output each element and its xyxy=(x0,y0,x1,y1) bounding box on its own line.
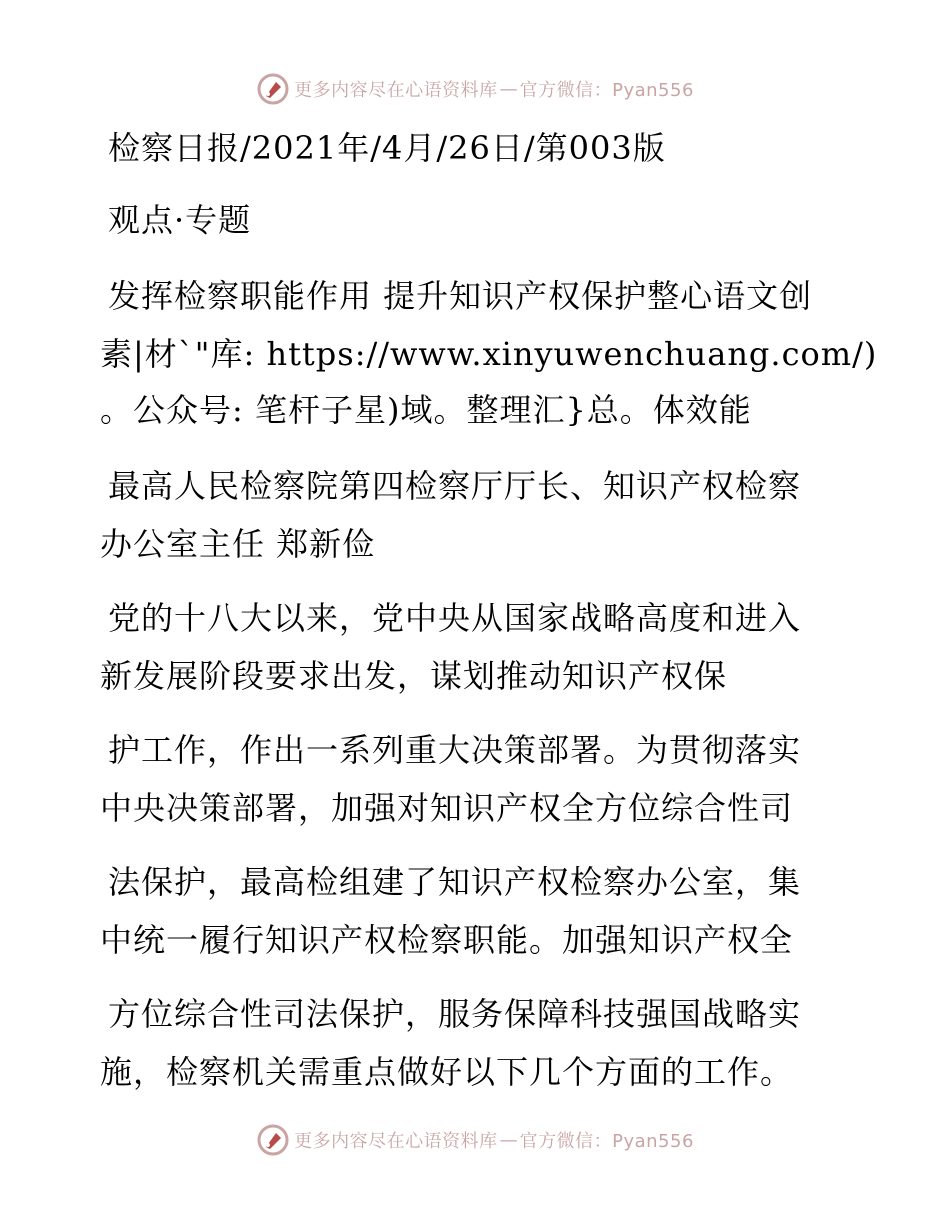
paragraph-line: 护工作，作出一系列重大决策部署。为贯彻落实 xyxy=(108,731,802,769)
watermark-dash: — xyxy=(499,1129,518,1151)
source-line: 检察日报/2021年/4月/26日/第003版 xyxy=(108,129,666,167)
watermark-text: 更多内容尽在心语资料库 xyxy=(294,1131,498,1152)
watermark-footer xyxy=(0,1123,950,1157)
paragraph-line: 方位综合性司法保护，服务保障科技强国战略实 xyxy=(108,995,802,1033)
pen-nib-circle-icon xyxy=(256,72,290,106)
watermark-contact: 官方微信：Pyan556 xyxy=(519,1131,694,1152)
article-title-continued: 素|材`"库: https://www.xinyuwenchuang.com/) xyxy=(100,335,878,373)
watermark-header xyxy=(0,72,950,106)
paragraph-line: 法保护，最高检组建了知识产权检察办公室，集 xyxy=(108,863,802,901)
watermark-text: 更多内容尽在心语资料库 xyxy=(294,80,498,101)
article-title-continued: 。公众号: 笔杆子星)域。整理汇}总。体效能 xyxy=(100,391,752,429)
paragraph-line: 中统一履行知识产权检察职能。加强知识产权全 xyxy=(100,921,794,959)
watermark-dash: — xyxy=(499,78,518,100)
paragraph-line: 施，检察机关需重点做好以下几个方面的工作。 xyxy=(100,1053,794,1091)
paragraph-line: 新发展阶段要求出发，谋划推动知识产权保 xyxy=(100,657,728,695)
author-line: 最高人民检察院第四检察厅厅长、知识产权检察 xyxy=(108,467,802,505)
section-label: 观点·专题 xyxy=(108,201,252,239)
pen-nib-circle-icon xyxy=(256,1123,290,1157)
article-title: 发挥检察职能作用 提升知识产权保护整心语文创 xyxy=(108,277,813,315)
author-line-continued: 办公室主任 郑新俭 xyxy=(100,525,376,563)
paragraph-line: 党的十八大以来，党中央从国家战略高度和进入 xyxy=(108,599,802,637)
paragraph-line: 中央决策部署，加强对知识产权全方位综合性司 xyxy=(100,789,794,827)
watermark-contact: 官方微信：Pyan556 xyxy=(519,80,694,101)
